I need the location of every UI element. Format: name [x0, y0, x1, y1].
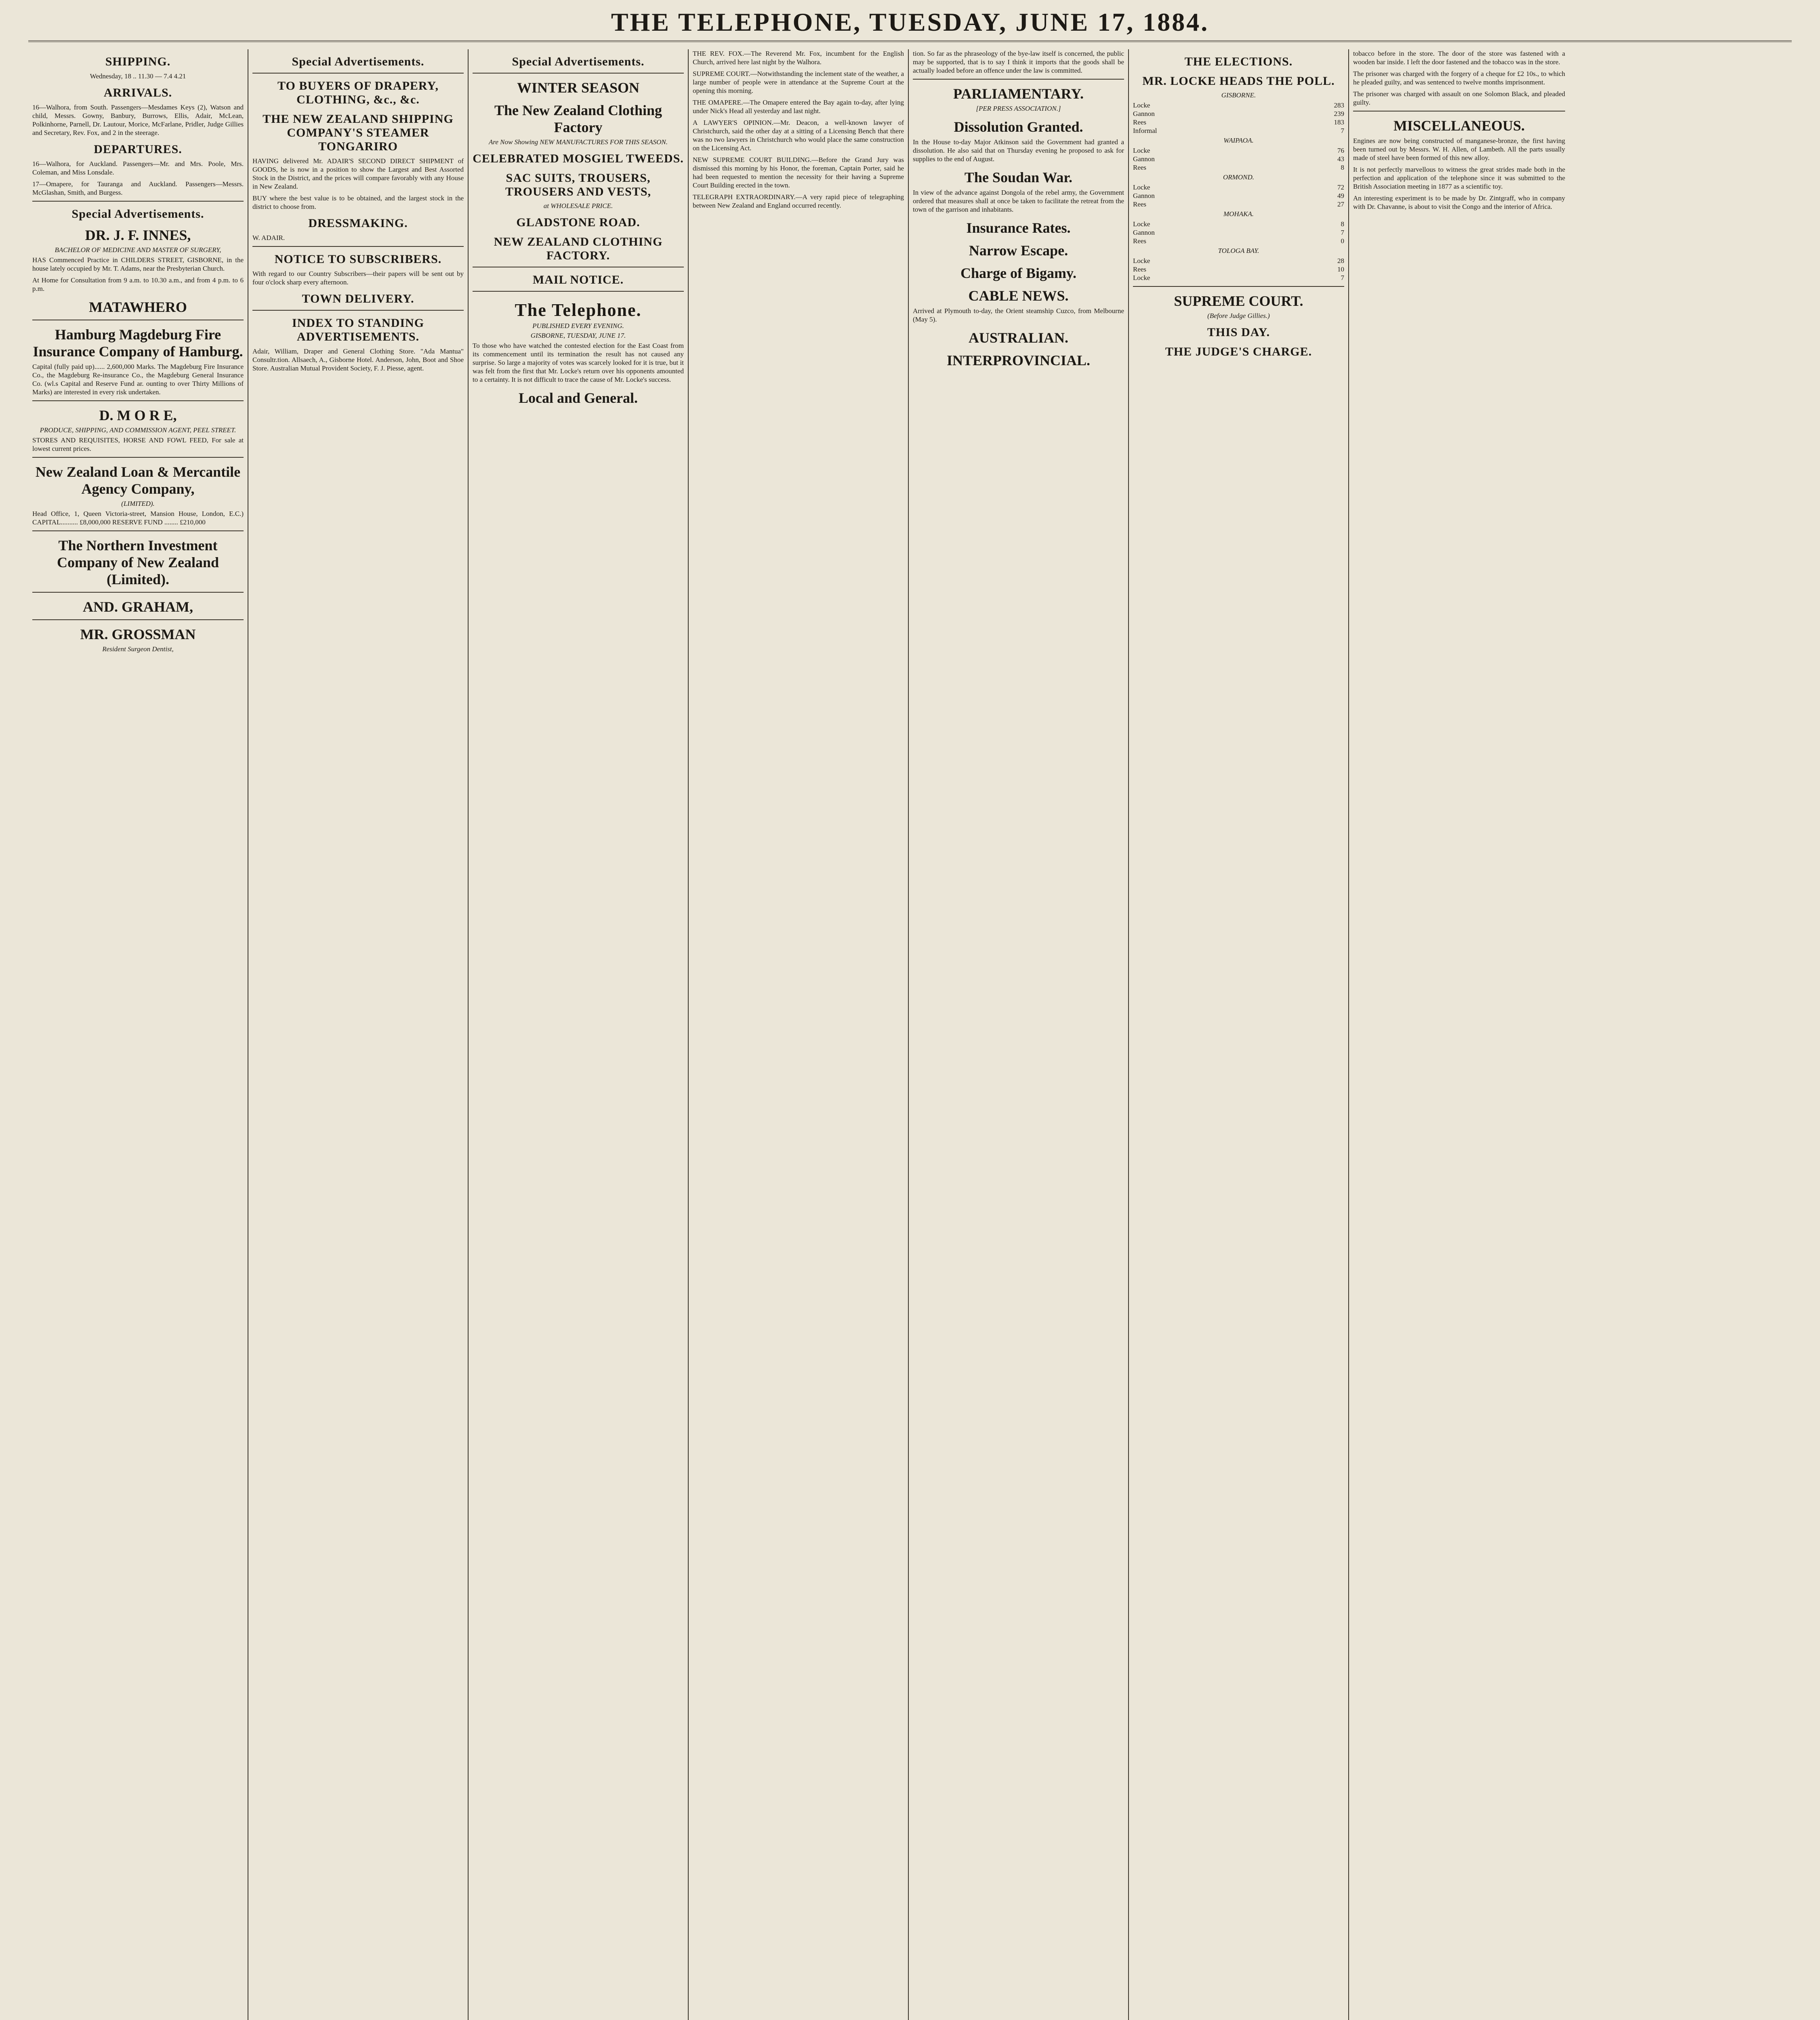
adair-ad-body: HAVING delivered Mr. ADAIR'S SECOND DIRECT SHIPMENT of GOODS, he is now in a position to show the Largest and Best Assorted Stock in the District, and the prices will compare favorably with any House in New Zealand. — [252, 157, 464, 190]
index-heading: INDEX TO STANDING ADVERTISEMENTS. — [292, 316, 425, 343]
arrivals-heading: ARRIVALS. — [103, 86, 172, 99]
divider — [32, 400, 244, 401]
mohaka-subheading: MOHAKA. — [1223, 210, 1254, 218]
column-5 — [909, 49, 1129, 2020]
result-row — [1133, 109, 1344, 118]
innes-ad-subtitle: BACHELOR OF MEDICINE AND MASTER OF SURGERY, — [55, 246, 221, 254]
divider — [252, 310, 464, 311]
result-row — [1133, 155, 1344, 163]
news-item: SUPREME COURT.—Notwithstanding the inclement state of the weather, a large number of people were in attendance at the Supreme Court at the opening this morning. — [693, 70, 904, 95]
special-ads-heading: Special Advertisements. — [512, 55, 645, 68]
news-item: TELEGRAPH EXTRAORDINARY.—A very rapid piece of telegraphing between New Zealand and England occurred recently. — [693, 193, 904, 209]
misc-item: An interesting experiment is to be made by Dr. Zintgraff, who in company with Dr. Chavanne, is about to visit the Congo and the interior of Africa. — [1353, 194, 1565, 210]
candidate-name: Gannon — [1133, 192, 1155, 200]
soudan-body: In view of the advance against Dongola of the rebel army, the Government ordered that measures shall at once be taken to facilitate the retreat from the town of the garrison and inhabitants. — [913, 189, 1124, 213]
column-7 — [1349, 49, 1569, 2020]
hamburg-ad-title: Hamburg Magdeburg Fire Insurance Company of Hamburg. — [33, 326, 243, 360]
more-ad-subtitle: PRODUCE, SHIPPING, AND COMMISSION AGENT, PEEL STREET. — [40, 426, 236, 434]
leading-article: To those who have watched the contested election for the East Coast from its commencement until its termination the result has not caused any surprise. So large a majority of votes was scarcely looked for it is true, but it was felt from the first that Mr. Locke's return over his opponents amounted to a certainty. It is not difficult to trace the cause of Mr. Locke's success. — [473, 342, 684, 383]
result-row — [1133, 274, 1344, 282]
clothing-factory-title: The New Zealand Clothing Factory — [494, 102, 662, 135]
divider — [32, 592, 244, 593]
court-item: The prisoner was charged with the forgery of a cheque for £2 10s., to which he pleaded guilty, and was sentenced to twelve months imprisonment. — [1353, 70, 1565, 86]
grossman-ad-subtitle: Resident Surgeon Dentist, — [102, 645, 174, 653]
column-3 — [469, 49, 689, 2020]
insurance-heading: Insurance Rates. — [966, 220, 1071, 236]
subscribers-notice-heading: NOTICE TO SUBSCRIBERS. — [274, 253, 442, 266]
news-item: NEW SUPREME COURT BUILDING.—Before the Grand Jury was dismissed this morning by his Honor, the foreman, Captain Porter, said he had been requested to mention the necessity for their having a Supreme Court Building erected in the town. — [693, 156, 904, 189]
dissolution-body: In the House to-day Major Atkinson said the Government had granted a dissolution. He also said that on Thursday evening he proposed to ask for supplies to the end of August. — [913, 138, 1124, 163]
judges-charge-heading: THE JUDGE'S CHARGE. — [1165, 345, 1312, 358]
shipping-heading: SHIPPING. — [105, 55, 171, 68]
page-columns — [28, 49, 1792, 2020]
vote-count: 7 — [1341, 229, 1344, 236]
result-row — [1133, 265, 1344, 274]
miscellaneous-heading: MISCELLANEOUS. — [1393, 118, 1525, 134]
australian-heading: AUSTRALIAN. — [968, 330, 1069, 346]
tologa-subheading: TOLOGA BAY. — [1218, 247, 1259, 255]
more-ad-body: STORES AND REQUISITES, HORSE AND FOWL FEED, For sale at lowest current prices. — [32, 436, 244, 452]
column-6 — [1129, 49, 1349, 2020]
candidate-name: Locke — [1133, 147, 1150, 154]
result-row — [1133, 146, 1344, 155]
candidate-name: Gannon — [1133, 229, 1155, 236]
court-item: The prisoner was charged with assault on one Solomon Black, and pleaded guilty. — [1353, 90, 1565, 106]
bigamy-heading: Charge of Bigamy. — [960, 265, 1076, 281]
matawhero-heading: MATAWHERO — [89, 299, 187, 315]
masthead: THE TELEPHONE, TUESDAY, JUNE 17, 1884. — [611, 8, 1209, 36]
vote-count: 239 — [1334, 110, 1344, 118]
divider — [252, 73, 464, 74]
result-row — [1133, 126, 1344, 135]
graham-ad-title: AND. GRAHAM, — [83, 599, 193, 615]
vote-count: 76 — [1337, 147, 1344, 154]
cable-news-heading: CABLE NEWS. — [968, 288, 1069, 304]
tweeds-line: CELEBRATED MOSGIEL TWEEDS. — [473, 152, 684, 165]
mail-notice-heading: MAIL NOTICE. — [532, 273, 624, 286]
column-1 — [28, 49, 248, 2020]
parliamentary-heading: PARLIAMENTARY. — [953, 86, 1084, 102]
result-row — [1133, 220, 1344, 228]
divider — [913, 79, 1124, 80]
mohaka-results — [1133, 220, 1344, 245]
candidate-name: Rees — [1133, 164, 1147, 171]
news-item: THE OMAPERE.—The Omapere entered the Bay again to-day, after lying under Nick's Head all yesterday and last night. — [693, 99, 904, 115]
result-row — [1133, 257, 1344, 265]
waipaoa-subheading: WAIPAOA. — [1223, 137, 1254, 144]
vote-count: 27 — [1337, 200, 1344, 208]
ormond-subheading: ORMOND. — [1223, 173, 1254, 181]
hamburg-ad-body: Capital (fully paid up)...... 2,600,000 Marks. The Magdeburg Fire Insurance Co., the Magdeburg Re-insurance Co., the Magdeburg General Insurance Co. (wl.s Capital and Reserve Fund ar. ounting to over Thirty Millions of Marks) are interested in every risk undertaken. — [32, 363, 244, 396]
candidate-name: Locke — [1133, 101, 1150, 109]
candidate-name: Rees — [1133, 265, 1147, 273]
shipping-co-heading: THE NEW ZEALAND SHIPPING COMPANY'S STEAMER TONGARIRO — [263, 112, 454, 153]
departures-heading: DEPARTURES. — [94, 143, 182, 156]
innes-ad-title: DR. J. F. INNES, — [85, 227, 191, 243]
misc-item: Engines are now being constructed of manganese-bronze, the first having been turned out by Messrs. W. H. Allen, of Lambeth. All the parts usually made of steel have been formed of this new alloy. — [1353, 137, 1565, 162]
divider — [32, 619, 244, 620]
result-row — [1133, 237, 1344, 245]
vote-count: 43 — [1337, 155, 1344, 163]
vote-count: 10 — [1337, 265, 1344, 273]
wholesale-line: at WHOLESALE PRICE. — [543, 202, 613, 210]
supreme-court-heading: SUPREME COURT. — [1174, 293, 1303, 309]
divider — [32, 530, 244, 531]
result-row — [1133, 118, 1344, 126]
column-4 — [689, 49, 909, 2020]
gisborne-results — [1133, 101, 1344, 135]
column-2 — [248, 49, 469, 2020]
drapery-heading: TO BUYERS OF DRAPERY, CLOTHING, &c., &c. — [277, 79, 439, 106]
dressmaking-heading: DRESSMAKING. — [308, 217, 408, 230]
nzloan-ad-subtitle: (LIMITED). — [121, 500, 155, 507]
result-row — [1133, 183, 1344, 191]
result-row — [1133, 163, 1344, 172]
locke-heads-poll-heading: MR. LOCKE HEADS THE POLL. — [1142, 74, 1335, 88]
departure-entry: 16—Walhora, for Auckland. Passengers—Mr. and Mrs. Poole, Mrs. Coleman, and Miss Lonsdale. — [32, 160, 244, 176]
clothing-factory-footer: NEW ZEALAND CLOTHING FACTORY. — [494, 235, 663, 262]
candidate-name: Rees — [1133, 237, 1147, 245]
grossman-ad-title: MR. GROSSMAN — [80, 626, 196, 642]
divider — [473, 73, 684, 74]
divider — [32, 457, 244, 458]
divider — [252, 246, 464, 247]
arrival-entry: 16—Walhora, from South. Passengers—Mesdames Keys (2), Watson and child, Messrs. Gowny, Banbury, Burrows, Ellis, Adair, McLean, Polkinhorne, Parnell, Dr. Lautour, Morice, McFarlane, Pridler, Judge Gillies and Secretary, Rev. Fox, and 2 in the steerage. — [32, 103, 244, 137]
candidate-name: Locke — [1133, 274, 1150, 282]
candidate-name: Locke — [1133, 257, 1150, 265]
tologa-results — [1133, 257, 1344, 282]
divider — [32, 201, 244, 202]
news-item: tion. So far as the phraseology of the bye-law itself is concerned, the public may be supported, that is to say I think it imports that the goods shall be actually loaded before an offence under the law is committed. — [913, 50, 1124, 74]
vote-count: 283 — [1334, 101, 1344, 109]
adair-signature: W. ADAIR. — [252, 234, 285, 242]
vote-count: 183 — [1334, 118, 1344, 126]
elections-heading: THE ELECTIONS. — [1184, 55, 1293, 68]
candidate-name: Rees — [1133, 118, 1147, 126]
masthead-rule — [28, 40, 1792, 42]
waipaoa-results — [1133, 146, 1344, 172]
news-item: A LAWYER'S OPINION.—Mr. Deacon, a well-known lawyer of Christchurch, said the other day at a sitting of a Licensing Bench that there was no two lawyers in Christchurch who would place the same construction on the Licensing Act. — [693, 119, 904, 152]
vote-count: 8 — [1341, 220, 1344, 228]
candidate-name: Gannon — [1133, 155, 1155, 163]
innes-ad-body: HAS Commenced Practice in CHILDERS STREET, GISBORNE, in the house lately occupied by Mr. T. Adams, near the Presbyterian Church. — [32, 256, 244, 272]
soudan-heading: The Soudan War. — [964, 169, 1073, 185]
nzloan-ad-title: New Zealand Loan & Mercantile Agency Company, — [35, 464, 241, 497]
candidate-name: Gannon — [1133, 110, 1155, 118]
this-day-heading: THIS DAY. — [1207, 326, 1270, 339]
more-ad-title: D. M O R E, — [99, 407, 177, 423]
vote-count: 7 — [1341, 127, 1344, 135]
nzloan-ad-body: Head Office, 1, Queen Victoria-street, Mansion House, London, E.C.) CAPITAL.......... £8,000,000 RESERVE FUND ........ £210,000 — [32, 510, 244, 526]
press-association-credit: [PER PRESS ASSOCIATION.] — [976, 105, 1061, 112]
special-ads-heading: Special Advertisements. — [71, 207, 204, 221]
ormond-results — [1133, 183, 1344, 208]
vote-count: 7 — [1341, 274, 1344, 282]
court-item: tobacco before in the store. The door of the store was fastened with a wooden bar inside. I left the door fastened and the tobacco was in the store. — [1353, 50, 1565, 66]
supreme-court-subtitle: (Before Judge Gillies.) — [1207, 312, 1270, 320]
divider — [1133, 286, 1344, 287]
special-ads-heading: Special Advertisements. — [292, 55, 425, 68]
newspaper-subtitle: PUBLISHED EVERY EVENING. — [532, 322, 624, 330]
adair-buy-text: BUY where the best value is to be obtained, and the largest stock in the district to choose from. — [252, 194, 464, 210]
gisborne-subheading: GISBORNE. — [1221, 91, 1256, 99]
divider — [1353, 111, 1565, 112]
vote-count: 0 — [1341, 237, 1344, 245]
vote-count: 49 — [1337, 192, 1344, 200]
interprovincial-heading: INTERPROVINCIAL. — [946, 352, 1091, 368]
result-row — [1133, 200, 1344, 208]
subscribers-notice-body: With regard to our Country Subscribers—their papers will be sent out by four o'clock sharp every afternoon. — [252, 270, 464, 286]
suits-line: SAC SUITS, TROUSERS, TROUSERS AND VESTS, — [505, 171, 652, 198]
gladstone-road-line: GLADSTONE ROAD. — [516, 216, 640, 229]
dissolution-heading: Dissolution Granted. — [954, 119, 1083, 135]
index-body: Adair, William, Draper and General Clothing Store. "Ada Mantua" Consultr.tion. Allsaech, A., Gisborne Hotel. Anderson, John, Boot and Shoe Store. Australian Mutual Provident Society, F. J. Piesse, agent. — [252, 347, 464, 372]
cable-news-body: Arrived at Plymouth to-day, the Orient steamship Cuzco, from Melbourne (May 5). — [913, 307, 1124, 323]
result-row — [1133, 191, 1344, 200]
candidate-name: Rees — [1133, 200, 1147, 208]
news-item: THE REV. FOX.—The Reverend Mr. Fox, incumbent for the English Church, arrived here last night by the Walhora. — [693, 50, 904, 66]
newspaper-dateline: GISBORNE, TUESDAY, JUNE 17. — [530, 332, 626, 339]
vote-count: 28 — [1337, 257, 1344, 265]
vote-count: 8 — [1341, 164, 1344, 171]
candidate-name: Informal — [1133, 127, 1157, 135]
winter-season-heading: WINTER SEASON — [517, 80, 640, 96]
tide-line: Wednesday, 18 .. 11.30 — 7.4 4.21 — [90, 72, 186, 80]
town-delivery-heading: TOWN DELIVERY. — [302, 292, 414, 305]
clothing-factory-subtitle: Are Now Showing NEW MANUFACTURES FOR THIS SEASON. — [489, 138, 668, 146]
innes-ad-hours: At Home for Consultation from 9 a.m. to 10.30 a.m., and from 4 p.m. to 6 p.m. — [32, 276, 244, 292]
departure-entry: 17—Omapere, for Tauranga and Auckland. Passengers—Messrs. McGlashan, Smith, and Burgess. — [32, 180, 244, 196]
northern-ad-title: The Northern Investment Company of New Zealand (Limited). — [57, 537, 219, 587]
narrow-escape-heading: Narrow Escape. — [969, 242, 1068, 259]
divider — [473, 291, 684, 292]
result-row — [1133, 228, 1344, 237]
vote-count: 72 — [1337, 183, 1344, 191]
candidate-name: Locke — [1133, 220, 1150, 228]
result-row — [1133, 101, 1344, 109]
candidate-name: Locke — [1133, 183, 1150, 191]
newspaper-title: The Telephone. — [515, 300, 642, 320]
misc-item: It is not perfectly marvellous to witness the great strides made both in the perfection and application of the telephone since it was submitted to the British Association meeting in 1877 as a scientific toy. — [1353, 166, 1565, 190]
local-general-heading: Local and General. — [519, 390, 638, 406]
